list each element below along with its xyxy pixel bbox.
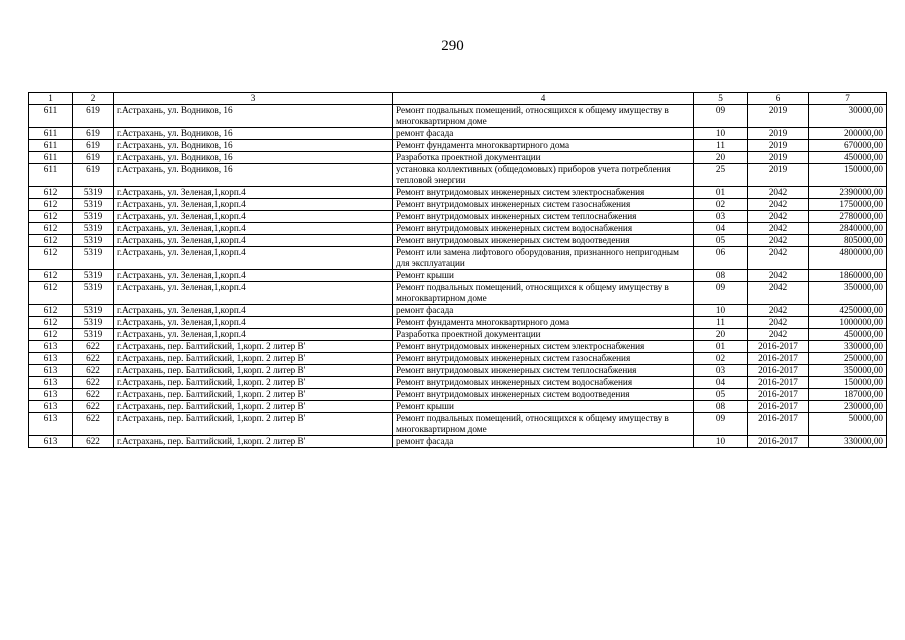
cost-cell: 30000,00 — [809, 105, 887, 128]
work-code-cell: 02 — [694, 199, 748, 211]
cost-cell: 230000,00 — [809, 401, 887, 413]
work-type-cell: Ремонт внутридомовых инженерных систем газоснабжения — [393, 199, 694, 211]
address-cell: г.Астрахань, ул. Зеленая,1,корп.4 — [114, 317, 393, 329]
header-cell: 7 — [809, 93, 887, 105]
header-cell: 1 — [29, 93, 73, 105]
work-code-cell: 11 — [694, 140, 748, 152]
address-cell: г.Астрахань, ул. Водников, 16 — [114, 140, 393, 152]
work-type-cell: Ремонт подвальных помещений, относящихся к общему имуществу в многоквартирном доме — [393, 413, 694, 436]
table-row — [29, 199, 887, 211]
address-cell: г.Астрахань, пер. Балтийский, 1,корп. 2 литер В' — [114, 401, 393, 413]
row-number-cell: 611 — [29, 128, 73, 140]
house-id-cell: 5319 — [73, 235, 114, 247]
house-id-cell: 5319 — [73, 199, 114, 211]
row-number-cell: 613 — [29, 401, 73, 413]
table-row — [29, 140, 887, 152]
year-cell: 2016-2017 — [748, 389, 809, 401]
cost-cell: 4250000,00 — [809, 305, 887, 317]
work-type-cell: Ремонт внутридомовых инженерных систем теплоснабжения — [393, 211, 694, 223]
cost-cell: 805000,00 — [809, 235, 887, 247]
work-code-cell: 09 — [694, 105, 748, 128]
year-cell: 2042 — [748, 199, 809, 211]
work-code-cell: 08 — [694, 401, 748, 413]
house-id-cell: 5319 — [73, 282, 114, 305]
repair-program-table — [28, 92, 887, 448]
cost-cell: 187000,00 — [809, 389, 887, 401]
table-row — [29, 413, 887, 436]
work-code-cell: 20 — [694, 329, 748, 341]
work-code-cell: 10 — [694, 305, 748, 317]
year-cell: 2016-2017 — [748, 377, 809, 389]
house-id-cell: 5319 — [73, 305, 114, 317]
work-type-cell: Ремонт подвальных помещений, относящихся к общему имуществу в многоквартирном доме — [393, 282, 694, 305]
header-cell: 2 — [73, 93, 114, 105]
address-cell: г.Астрахань, пер. Балтийский, 1,корп. 2 литер В' — [114, 353, 393, 365]
address-cell: г.Астрахань, ул. Зеленая,1,корп.4 — [114, 199, 393, 211]
cost-cell: 250000,00 — [809, 353, 887, 365]
work-code-cell: 03 — [694, 365, 748, 377]
year-cell: 2042 — [748, 223, 809, 235]
work-code-cell: 05 — [694, 389, 748, 401]
row-number-cell: 613 — [29, 377, 73, 389]
header-cell: 6 — [748, 93, 809, 105]
house-id-cell: 5319 — [73, 247, 114, 270]
address-cell: г.Астрахань, ул. Зеленая,1,корп.4 — [114, 247, 393, 270]
row-number-cell: 611 — [29, 140, 73, 152]
cost-cell: 450000,00 — [809, 329, 887, 341]
table-row — [29, 365, 887, 377]
work-code-cell: 25 — [694, 164, 748, 187]
address-cell: г.Астрахань, ул. Водников, 16 — [114, 105, 393, 128]
row-number-cell: 612 — [29, 329, 73, 341]
table-row — [29, 401, 887, 413]
work-type-cell: Ремонт внутридомовых инженерных систем электроснабжения — [393, 187, 694, 199]
row-number-cell: 612 — [29, 199, 73, 211]
table-row — [29, 152, 887, 164]
row-number-cell: 611 — [29, 105, 73, 128]
house-id-cell: 5319 — [73, 187, 114, 199]
page-number: 290 — [441, 38, 464, 54]
row-number-cell: 613 — [29, 436, 73, 448]
address-cell: г.Астрахань, ул. Зеленая,1,корп.4 — [114, 329, 393, 341]
year-cell: 2016-2017 — [748, 341, 809, 353]
house-id-cell: 619 — [73, 164, 114, 187]
address-cell: г.Астрахань, пер. Балтийский, 1,корп. 2 литер В' — [114, 365, 393, 377]
work-type-cell: Разработка проектной документации — [393, 329, 694, 341]
year-cell: 2042 — [748, 211, 809, 223]
cost-cell: 2390000,00 — [809, 187, 887, 199]
house-id-cell: 5319 — [73, 211, 114, 223]
work-type-cell: ремонт фасада — [393, 128, 694, 140]
table-row — [29, 223, 887, 235]
cost-cell: 4800000,00 — [809, 247, 887, 270]
work-type-cell: Ремонт фундамента многоквартирного дома — [393, 317, 694, 329]
address-cell: г.Астрахань, ул. Зеленая,1,корп.4 — [114, 282, 393, 305]
house-id-cell: 5319 — [73, 317, 114, 329]
year-cell: 2042 — [748, 247, 809, 270]
table-row — [29, 329, 887, 341]
cost-cell: 1860000,00 — [809, 270, 887, 282]
row-number-cell: 613 — [29, 413, 73, 436]
cost-cell: 350000,00 — [809, 282, 887, 305]
row-number-cell: 612 — [29, 270, 73, 282]
work-type-cell: Ремонт или замена лифтового оборудования, признанного непригодным для эксплуатации — [393, 247, 694, 270]
table-row — [29, 235, 887, 247]
work-type-cell: Ремонт внутридомовых инженерных систем электроснабжения — [393, 341, 694, 353]
table-row — [29, 247, 887, 270]
cost-cell: 150000,00 — [809, 164, 887, 187]
work-type-cell: Ремонт внутридомовых инженерных систем водоотведения — [393, 389, 694, 401]
address-cell: г.Астрахань, ул. Зеленая,1,корп.4 — [114, 305, 393, 317]
address-cell: г.Астрахань, пер. Балтийский, 1,корп. 2 литер В' — [114, 389, 393, 401]
house-id-cell: 622 — [73, 365, 114, 377]
work-code-cell: 05 — [694, 235, 748, 247]
work-type-cell: Ремонт внутридомовых инженерных систем теплоснабжения — [393, 365, 694, 377]
cost-cell: 50000,00 — [809, 413, 887, 436]
cost-cell: 150000,00 — [809, 377, 887, 389]
work-code-cell: 20 — [694, 152, 748, 164]
cost-cell: 2780000,00 — [809, 211, 887, 223]
cost-cell: 450000,00 — [809, 152, 887, 164]
row-number-cell: 612 — [29, 305, 73, 317]
year-cell: 2042 — [748, 282, 809, 305]
table-row — [29, 282, 887, 305]
cost-cell: 330000,00 — [809, 341, 887, 353]
address-cell: г.Астрахань, пер. Балтийский, 1,корп. 2 литер В' — [114, 341, 393, 353]
address-cell: г.Астрахань, ул. Зеленая,1,корп.4 — [114, 270, 393, 282]
work-code-cell: 08 — [694, 270, 748, 282]
row-number-cell: 612 — [29, 247, 73, 270]
row-number-cell: 612 — [29, 223, 73, 235]
table-row — [29, 377, 887, 389]
table-row — [29, 105, 887, 128]
house-id-cell: 619 — [73, 140, 114, 152]
house-id-cell: 622 — [73, 341, 114, 353]
table-row — [29, 164, 887, 187]
address-cell: г.Астрахань, ул. Водников, 16 — [114, 152, 393, 164]
work-type-cell: Ремонт внутридомовых инженерных систем водоотведения — [393, 235, 694, 247]
year-cell: 2042 — [748, 317, 809, 329]
work-type-cell: установка коллективных (общедомовых) приборов учета потребления тепловой энергии — [393, 164, 694, 187]
work-code-cell: 01 — [694, 187, 748, 199]
address-cell: г.Астрахань, пер. Балтийский, 1,корп. 2 литер В' — [114, 377, 393, 389]
house-id-cell: 622 — [73, 436, 114, 448]
table-row — [29, 436, 887, 448]
row-number-cell: 611 — [29, 152, 73, 164]
year-cell: 2042 — [748, 235, 809, 247]
table-row — [29, 317, 887, 329]
cost-cell: 1750000,00 — [809, 199, 887, 211]
work-code-cell: 06 — [694, 247, 748, 270]
table-row — [29, 353, 887, 365]
house-id-cell: 5319 — [73, 223, 114, 235]
work-type-cell: Разработка проектной документации — [393, 152, 694, 164]
house-id-cell: 619 — [73, 152, 114, 164]
year-cell: 2042 — [748, 305, 809, 317]
cost-cell: 670000,00 — [809, 140, 887, 152]
row-number-cell: 612 — [29, 211, 73, 223]
year-cell: 2019 — [748, 140, 809, 152]
work-code-cell: 03 — [694, 211, 748, 223]
row-number-cell: 613 — [29, 389, 73, 401]
year-cell: 2019 — [748, 152, 809, 164]
house-id-cell: 622 — [73, 377, 114, 389]
work-code-cell: 11 — [694, 317, 748, 329]
house-id-cell: 622 — [73, 389, 114, 401]
year-cell: 2042 — [748, 329, 809, 341]
cost-cell: 1000000,00 — [809, 317, 887, 329]
work-type-cell: Ремонт внутридомовых инженерных систем газоснабжения — [393, 353, 694, 365]
table-row — [29, 211, 887, 223]
row-number-cell: 613 — [29, 341, 73, 353]
year-cell: 2019 — [748, 128, 809, 140]
table-row — [29, 389, 887, 401]
year-cell: 2016-2017 — [748, 413, 809, 436]
address-cell: г.Астрахань, ул. Водников, 16 — [114, 128, 393, 140]
year-cell: 2042 — [748, 187, 809, 199]
work-code-cell: 10 — [694, 436, 748, 448]
work-code-cell: 09 — [694, 413, 748, 436]
row-number-cell: 612 — [29, 187, 73, 199]
address-cell: г.Астрахань, пер. Балтийский, 1,корп. 2 литер В' — [114, 413, 393, 436]
year-cell: 2016-2017 — [748, 353, 809, 365]
year-cell: 2019 — [748, 105, 809, 128]
work-type-cell: Ремонт крыши — [393, 270, 694, 282]
year-cell: 2042 — [748, 270, 809, 282]
address-cell: г.Астрахань, ул. Зеленая,1,корп.4 — [114, 223, 393, 235]
year-cell: 2016-2017 — [748, 401, 809, 413]
table-row — [29, 270, 887, 282]
work-code-cell: 04 — [694, 377, 748, 389]
year-cell: 2016-2017 — [748, 436, 809, 448]
work-type-cell: Ремонт крыши — [393, 401, 694, 413]
work-code-cell: 02 — [694, 353, 748, 365]
work-code-cell: 10 — [694, 128, 748, 140]
work-type-cell: Ремонт фундамента многоквартирного дома — [393, 140, 694, 152]
house-id-cell: 622 — [73, 401, 114, 413]
house-id-cell: 622 — [73, 413, 114, 436]
house-id-cell: 619 — [73, 128, 114, 140]
work-code-cell: 09 — [694, 282, 748, 305]
year-cell: 2019 — [748, 164, 809, 187]
work-type-cell: Ремонт внутридомовых инженерных систем водоснабжения — [393, 223, 694, 235]
work-code-cell: 01 — [694, 341, 748, 353]
table-row — [29, 341, 887, 353]
row-number-cell: 612 — [29, 235, 73, 247]
address-cell: г.Астрахань, ул. Зеленая,1,корп.4 — [114, 211, 393, 223]
work-type-cell: Ремонт подвальных помещений, относящихся к общему имуществу в многоквартирном доме — [393, 105, 694, 128]
row-number-cell: 611 — [29, 164, 73, 187]
cost-cell: 350000,00 — [809, 365, 887, 377]
house-id-cell: 619 — [73, 105, 114, 128]
work-type-cell: ремонт фасада — [393, 436, 694, 448]
header-cell: 3 — [114, 93, 393, 105]
table-header-row — [29, 93, 887, 105]
table-row — [29, 305, 887, 317]
cost-cell: 2840000,00 — [809, 223, 887, 235]
row-number-cell: 613 — [29, 353, 73, 365]
cost-cell: 330000,00 — [809, 436, 887, 448]
row-number-cell: 613 — [29, 365, 73, 377]
address-cell: г.Астрахань, пер. Балтийский, 1,корп. 2 литер В' — [114, 436, 393, 448]
house-id-cell: 622 — [73, 353, 114, 365]
row-number-cell: 612 — [29, 282, 73, 305]
house-id-cell: 5319 — [73, 270, 114, 282]
work-type-cell: Ремонт внутридомовых инженерных систем водоснабжения — [393, 377, 694, 389]
address-cell: г.Астрахань, ул. Водников, 16 — [114, 164, 393, 187]
year-cell: 2016-2017 — [748, 365, 809, 377]
header-cell: 5 — [694, 93, 748, 105]
work-code-cell: 04 — [694, 223, 748, 235]
address-cell: г.Астрахань, ул. Зеленая,1,корп.4 — [114, 187, 393, 199]
row-number-cell: 612 — [29, 317, 73, 329]
header-cell: 4 — [393, 93, 694, 105]
work-type-cell: ремонт фасада — [393, 305, 694, 317]
table-row — [29, 187, 887, 199]
address-cell: г.Астрахань, ул. Зеленая,1,корп.4 — [114, 235, 393, 247]
cost-cell: 200000,00 — [809, 128, 887, 140]
house-id-cell: 5319 — [73, 329, 114, 341]
table-row — [29, 128, 887, 140]
